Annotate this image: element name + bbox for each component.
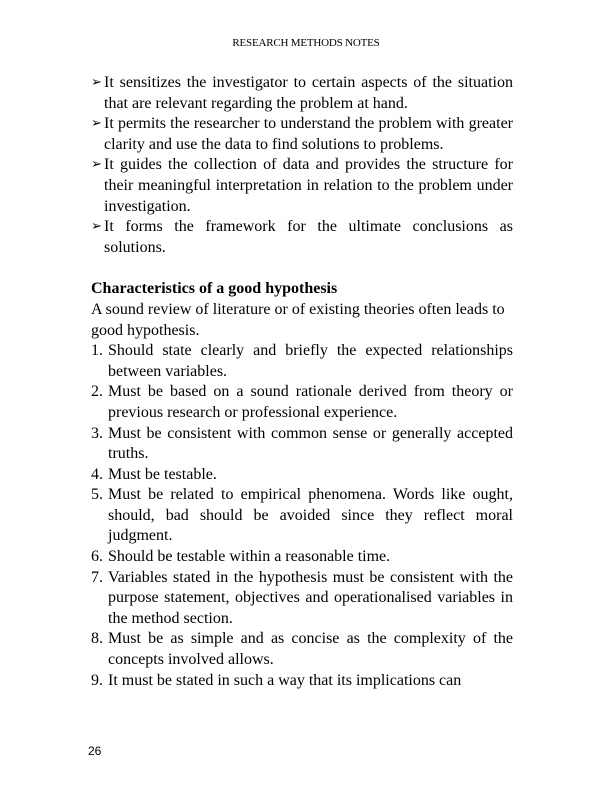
item-text: Must be as simple and as concise as the complexity of the concepts involved allows. (108, 630, 513, 669)
numbered-item (91, 671, 513, 692)
numbered-item (91, 547, 513, 568)
numbered-item (91, 568, 513, 630)
item-number: 8. (91, 630, 103, 648)
arrow-bullet-icon: ➢ (91, 219, 102, 235)
numbered-item (91, 485, 513, 547)
item-number: 4. (91, 465, 103, 483)
bullet-item (91, 217, 513, 258)
item-number: 1. (91, 342, 103, 360)
item-text: Variables stated in the hypothesis must be consistent with the purpose statement, objectives and operationalised variables in the method section. (108, 568, 513, 627)
bullet-text: It forms the framework for the ultimate conclusions as solutions. (104, 218, 513, 256)
bullet-item (91, 114, 513, 155)
bullet-item (91, 155, 513, 217)
bullet-item (91, 73, 513, 114)
arrow-bullet-icon: ➢ (91, 75, 102, 90)
page-header: RESEARCH METHODS NOTES (232, 37, 380, 49)
section-intro: A sound review of literature or of existing theories often leads to good hypothesis. (91, 300, 505, 339)
page-number: 26 (88, 744, 102, 758)
item-text: Must be based on a sound rationale derived from theory or previous research or professional experience. (108, 383, 513, 421)
item-number: 5. (91, 486, 103, 504)
item-text: Must be testable. (108, 465, 217, 483)
bullet-text: It permits the researcher to understand the problem with greater clarity and use the data to find solutions to problems. (104, 115, 513, 153)
bullet-text: It guides the collection of data and provides the structure for their meaningful interpretation in relation to the problem under investigation. (104, 156, 513, 215)
item-number: 6. (91, 548, 103, 566)
section-spacer (91, 258, 513, 279)
arrow-bullet-icon: ➢ (91, 157, 102, 173)
arrow-bullet-icon: ➢ (91, 116, 102, 132)
numbered-item (91, 382, 513, 423)
bullet-text: It sensitizes the investigator to certain aspects of the situation that are relevant regarding the problem at hand. (104, 74, 513, 112)
item-text: Should state clearly and briefly the expected relationships between variables. (108, 342, 513, 380)
numbered-item (91, 341, 513, 382)
numbered-item (91, 465, 513, 486)
numbered-item (91, 629, 513, 670)
item-text: It must be stated in such a way that its implications can (108, 671, 462, 689)
page-body (91, 73, 513, 691)
item-number: 3. (91, 424, 103, 442)
item-text: Should be testable within a reasonable time. (108, 548, 391, 566)
section-heading: Characteristics of a good hypothesis (91, 280, 338, 298)
item-text: Must be consistent with common sense or generally accepted truths. (108, 424, 513, 463)
item-number: 2. (91, 383, 103, 401)
item-number: 7. (91, 568, 103, 586)
item-text: Must be related to empirical phenomena. Words like ought, should, bad should be avoided since they reflect moral judgment. (108, 486, 513, 545)
item-number: 9. (91, 671, 103, 689)
numbered-item (91, 424, 513, 465)
